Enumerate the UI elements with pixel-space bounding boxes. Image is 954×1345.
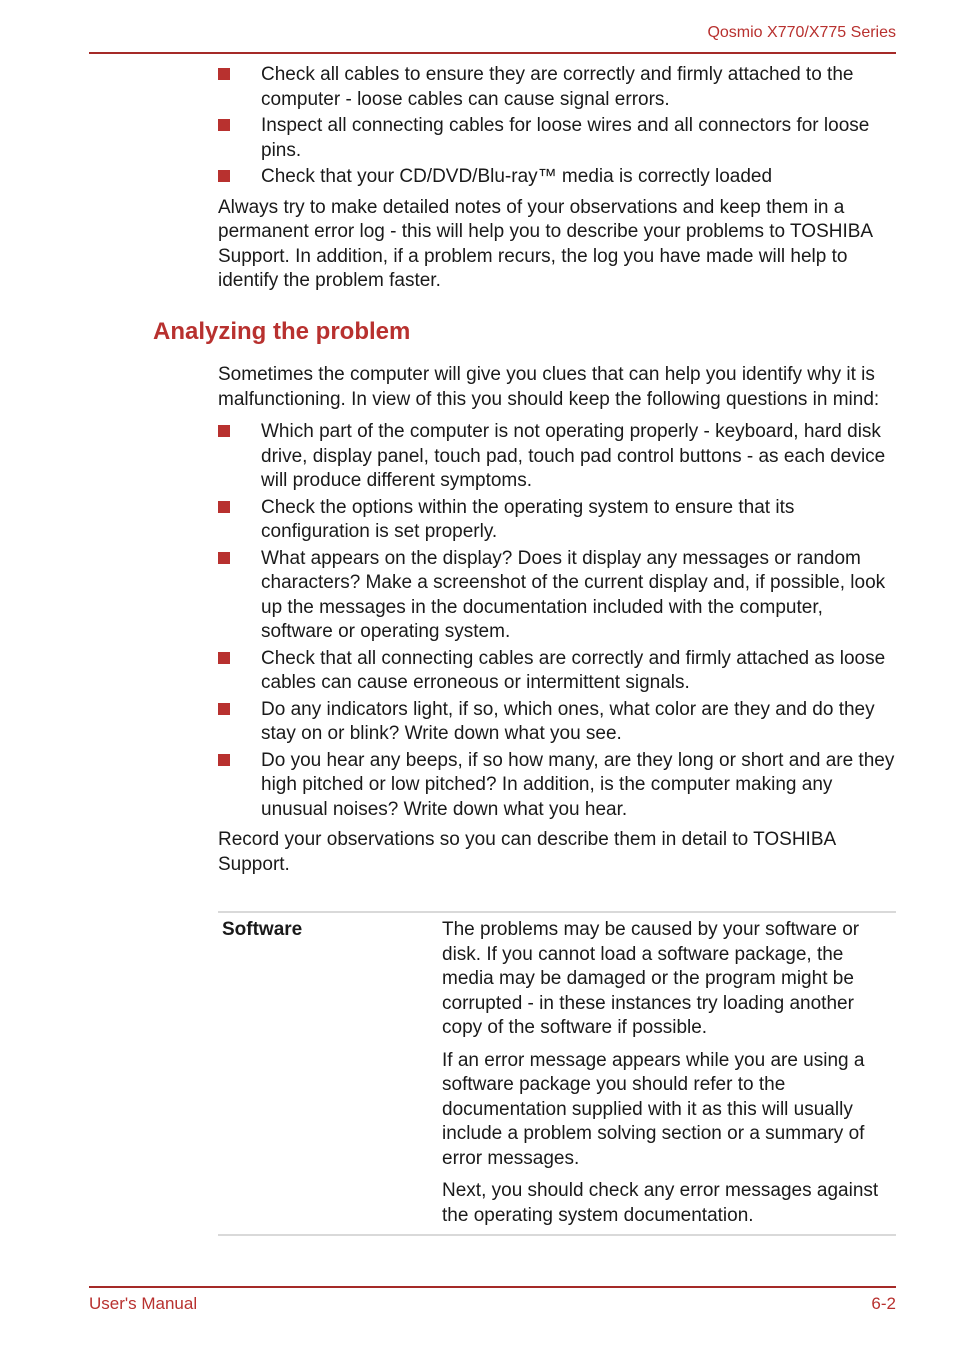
square-bullet-icon — [218, 119, 230, 131]
list-item: Do you hear any beeps, if so how many, are they long or short and are they high pitched or low pitched? In addition, is the computer making any unusual noises? Write down what you hear. — [218, 749, 896, 823]
square-bullet-icon — [218, 552, 230, 564]
square-bullet-icon — [218, 501, 230, 513]
list-item: Inspect all connecting cables for loose wires and all connectors for loose pins. — [218, 114, 896, 163]
list-item: Do any indicators light, if so, which ones, what color are they and do they stay on or blink? Write down what you see. — [218, 698, 896, 747]
table-description — [442, 918, 896, 1228]
square-bullet-icon — [218, 170, 230, 182]
page-content — [218, 63, 896, 294]
square-bullet-icon — [218, 68, 230, 80]
header-divider — [89, 52, 896, 54]
list-item: Check the options within the operating system to ensure that its configuration is set properly. — [218, 496, 896, 545]
questions-list — [218, 420, 896, 822]
footer-manual-title: User's Manual — [89, 1294, 198, 1313]
list-item: Which part of the computer is not operating properly - keyboard, hard disk drive, display panel, touch pad, touch pad control buttons - as each device will produce different symptoms. — [218, 420, 896, 494]
square-bullet-icon — [218, 652, 230, 664]
list-item: Check that all connecting cables are correctly and firmly attached as loose cables can cause erroneous or intermittent signals. — [218, 647, 896, 696]
intro-paragraph: Always try to make detailed notes of your observations and keep them in a permanent error log - this will help you to describe your problems to TOSHIBA Support. In addition, if a problem recurs, the log you have made will help to identify the problem faster. — [218, 196, 873, 291]
table-paragraph: Next, you should check any error messages against the operating system documentation. — [442, 1180, 879, 1226]
list-item: Check that your CD/DVD/Blu-ray™ media is correctly loaded — [218, 165, 896, 190]
cable-check-list — [218, 63, 896, 190]
page-header-title: Qosmio X770/X775 Series — [707, 24, 896, 41]
footer-divider — [89, 1286, 896, 1288]
table-paragraph: The problems may be caused by your software or disk. If you cannot load a software package, the media may be damaged or the program might be corrupted - in these instances try loading another copy of the software if possible. — [442, 919, 860, 1038]
list-item: What appears on the display? Does it display any messages or random characters? Make a screenshot of the current display and, if possible, look up the messages in the documentation included with the computer, software or operating system. — [218, 547, 896, 645]
square-bullet-icon — [218, 754, 230, 766]
list-item: Check all cables to ensure they are correctly and firmly attached to the computer - loose cables can cause signal errors. — [218, 63, 896, 112]
square-bullet-icon — [218, 425, 230, 437]
table-label: Software — [222, 919, 303, 940]
software-table — [218, 911, 896, 1236]
section-closing: Record your observations so you can describe them in detail to TOSHIBA Support. — [218, 829, 836, 875]
section-heading: Analyzing the problem — [153, 318, 411, 345]
page-number: 6-2 — [871, 1294, 896, 1313]
section-lead: Sometimes the computer will give you clues that can help you identify why it is malfunctioning. In view of this you should keep the following questions in mind: — [218, 364, 880, 410]
section-content — [218, 363, 896, 877]
square-bullet-icon — [218, 703, 230, 715]
table-paragraph: If an error message appears while you are using a software package you should refer to the documentation supplied with it as this will usually include a problem solving section or a summary of error messages. — [442, 1049, 865, 1169]
